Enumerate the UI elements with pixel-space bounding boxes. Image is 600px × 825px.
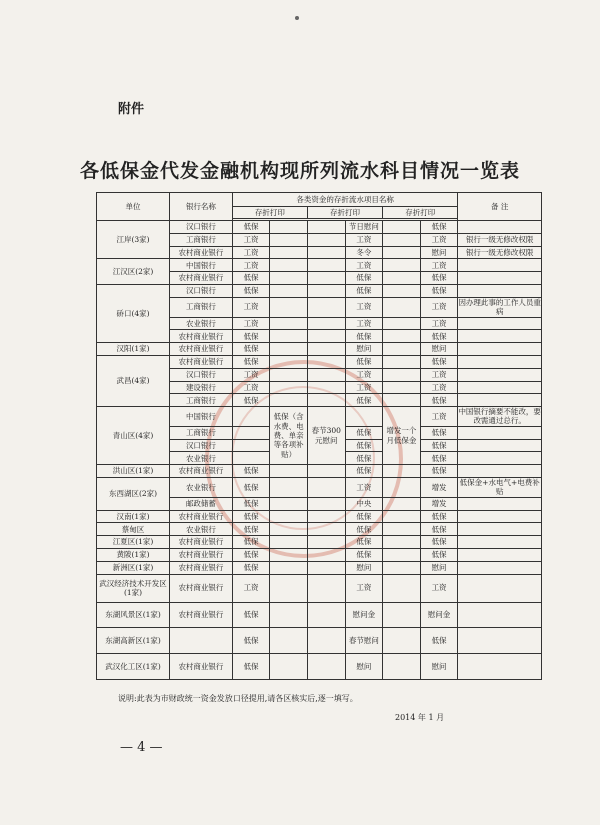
cell-print-2: 低保 — [345, 548, 383, 561]
cell-print-3: 慰问 — [420, 653, 458, 679]
cell-print-3: 低保 — [420, 548, 458, 561]
cell-print-1: 工资 — [232, 297, 270, 317]
table-body — [97, 193, 542, 680]
cell-print-1: 工资 — [232, 317, 270, 330]
cell-print-3: 低保 — [420, 355, 458, 368]
empty-cell — [383, 355, 421, 368]
table-row — [97, 343, 542, 356]
table-row — [97, 628, 542, 654]
cell-note: 低保金+水电气+电费补贴 — [459, 478, 540, 497]
empty-cell — [383, 233, 421, 246]
empty-cell — [270, 368, 308, 381]
cell-bank: 农村商业银行 — [170, 548, 233, 561]
empty-cell — [270, 478, 308, 498]
cell-print-1 — [232, 426, 270, 439]
empty-cell — [270, 497, 308, 510]
cell-merged-4: 春节300元慰问 — [307, 407, 345, 465]
footnote: 说明:此表为市财政统一资金发放口径提用,请各区核实后,逐一填写。 — [118, 694, 358, 703]
cell-bank: 工商银行 — [170, 426, 233, 439]
empty-cell — [383, 478, 421, 498]
cell-note: 银行一级无修改权限 — [458, 246, 542, 259]
empty-cell — [383, 246, 421, 259]
cell-unit: 江岸(3家) — [97, 221, 170, 259]
cell-print-3: 低保 — [420, 394, 458, 407]
empty-cell — [307, 536, 345, 549]
cell-print-2: 低保 — [345, 394, 383, 407]
header-remarks: 备 注 — [458, 193, 542, 221]
cell-merged-6: 增发一个月低保金 — [383, 407, 421, 465]
cell-bank: 农业银行 — [170, 452, 233, 465]
empty-cell — [383, 343, 421, 356]
cell-print-2: 节日慰问 — [345, 221, 383, 234]
cell-bank: 工商银行 — [170, 233, 233, 246]
cell-print-2: 冬令 — [345, 246, 383, 259]
empty-cell — [307, 272, 345, 285]
empty-cell — [307, 246, 345, 259]
cell-bank — [170, 628, 233, 654]
cell-merged-3: 低保（含水费、电费、单亲等各项补贴） — [270, 407, 308, 465]
cell-note — [458, 548, 542, 561]
summary-table — [96, 192, 542, 680]
empty-cell — [270, 523, 308, 536]
cell-note — [458, 368, 542, 381]
empty-cell — [307, 510, 345, 523]
empty-cell — [270, 284, 308, 297]
cell-bank: 汉口银行 — [170, 221, 233, 234]
cell-print-3: 慰问 — [420, 246, 458, 259]
empty-cell — [270, 548, 308, 561]
cell-print-3: 慰问 — [420, 561, 458, 574]
cell-print-2: 慰问 — [345, 561, 383, 574]
empty-cell — [307, 284, 345, 297]
table-row — [97, 465, 542, 478]
cell-print-2: 低保 — [345, 523, 383, 536]
cell-print-3: 工资 — [420, 574, 458, 602]
empty-cell — [307, 233, 345, 246]
cell-print-1 — [232, 407, 270, 427]
cell-print-3: 低保 — [420, 330, 458, 343]
empty-cell — [307, 317, 345, 330]
cell-unit: 江夏区(1家) — [97, 536, 170, 549]
cell-print-3: 增发 — [420, 497, 458, 510]
empty-cell — [270, 246, 308, 259]
table-row — [97, 548, 542, 561]
cell-note — [458, 536, 542, 549]
empty-cell — [270, 317, 308, 330]
cell-note — [458, 426, 542, 439]
cell-print-3: 工资 — [420, 317, 458, 330]
cell-print-2: 低保 — [345, 355, 383, 368]
cell-unit: 蔡甸区 — [97, 523, 170, 536]
document-date: 2014 年 1 月 — [395, 713, 445, 722]
empty-cell — [307, 368, 345, 381]
empty-cell — [270, 510, 308, 523]
empty-cell — [307, 394, 345, 407]
cell-print-1: 工资 — [232, 233, 270, 246]
cell-bank: 农村商业银行 — [170, 510, 233, 523]
cell-print-1: 低保 — [232, 284, 270, 297]
empty-cell — [270, 221, 308, 234]
cell-note — [458, 465, 542, 478]
empty-cell — [270, 355, 308, 368]
cell-unit: 东湖风景区(1家) — [97, 602, 170, 628]
table-row — [97, 653, 542, 679]
empty-cell — [307, 497, 345, 510]
cell-print-2: 工资 — [345, 259, 383, 272]
cell-bank: 农村商业银行 — [170, 602, 233, 628]
cell-print-2: 低保 — [345, 439, 383, 452]
cell-print-3: 低保 — [420, 536, 458, 549]
cell-note — [458, 628, 542, 654]
cell-print-3: 工资 — [420, 259, 458, 272]
cell-note — [458, 221, 542, 234]
table-row — [97, 536, 542, 549]
cell-print-1: 低保 — [232, 330, 270, 343]
empty-cell — [270, 297, 308, 317]
cell-note — [458, 272, 542, 285]
cell-print-3: 低保 — [420, 523, 458, 536]
cell-note: 因办理此事的工作人员重病 — [458, 297, 541, 317]
empty-cell — [307, 221, 345, 234]
cell-note — [458, 330, 542, 343]
empty-cell — [270, 628, 308, 654]
cell-bank: 汉口银行 — [170, 368, 233, 381]
empty-cell — [270, 574, 308, 602]
attachment-label: 附件 — [118, 102, 145, 117]
empty-cell — [307, 465, 345, 478]
cell-bank: 邮政储蓄 — [170, 497, 233, 510]
empty-cell — [270, 394, 308, 407]
cell-print-1: 工资 — [232, 259, 270, 272]
empty-cell — [383, 510, 421, 523]
cell-print-2: 低保 — [345, 284, 383, 297]
cell-print-1: 工资 — [232, 246, 270, 259]
empty-cell — [270, 259, 308, 272]
cell-unit: 硚口(4家) — [97, 284, 170, 342]
empty-cell — [307, 653, 345, 679]
cell-bank: 工商银行 — [170, 394, 233, 407]
cell-bank: 农村商业银行 — [170, 536, 233, 549]
empty-cell — [270, 343, 308, 356]
cell-print-2: 低保 — [345, 330, 383, 343]
cell-print-1: 低保 — [232, 465, 270, 478]
empty-cell — [383, 259, 421, 272]
cell-bank: 建设银行 — [170, 381, 233, 394]
empty-cell — [307, 297, 345, 317]
cell-note — [458, 381, 542, 394]
cell-bank: 农村商业银行 — [170, 574, 233, 602]
empty-cell — [383, 272, 421, 285]
header-bank: 银行名称 — [170, 193, 233, 221]
cell-print-2: 慰问 — [345, 343, 383, 356]
empty-cell — [307, 602, 345, 628]
cell-bank: 汉口银行 — [170, 439, 233, 452]
empty-cell — [307, 561, 345, 574]
cell-note — [458, 317, 542, 330]
cell-print-3: 工资 — [420, 233, 458, 246]
empty-cell — [383, 368, 421, 381]
table-row — [97, 561, 542, 574]
header-sub-2: 存折打印 — [307, 207, 382, 219]
empty-cell — [307, 343, 345, 356]
cell-note — [458, 561, 542, 574]
table-row — [97, 523, 542, 536]
cell-print-1: 低保 — [232, 548, 270, 561]
cell-bank: 汉口银行 — [170, 284, 233, 297]
cell-print-2: 低保 — [345, 510, 383, 523]
empty-cell — [307, 574, 345, 602]
empty-cell — [270, 653, 308, 679]
cell-unit: 武汉化工区(1家) — [97, 653, 170, 679]
cell-bank: 中国银行 — [170, 259, 233, 272]
cell-note — [458, 355, 542, 368]
cell-unit: 青山区(4家) — [97, 407, 170, 465]
empty-cell — [307, 330, 345, 343]
cell-note: 银行一级无修改权限 — [458, 233, 542, 246]
cell-print-3: 工资 — [420, 407, 458, 427]
empty-cell — [383, 297, 421, 317]
cell-print-1: 低保 — [232, 497, 270, 510]
empty-cell — [383, 561, 421, 574]
cell-print-3: 低保 — [420, 221, 458, 234]
cell-print-2: 中央 — [345, 497, 383, 510]
cell-print-1: 低保 — [232, 510, 270, 523]
empty-cell — [383, 221, 421, 234]
empty-cell — [383, 394, 421, 407]
cell-print-3: 低保 — [420, 452, 458, 465]
table-row — [97, 284, 542, 297]
cell-print-2: 低保 — [345, 426, 383, 439]
cell-bank: 农业银行 — [170, 478, 233, 498]
empty-cell — [383, 330, 421, 343]
cell-print-3: 低保 — [420, 628, 458, 654]
table-row — [97, 355, 542, 368]
empty-cell — [270, 272, 308, 285]
header-group: 各类资金的存折流水项目名称 — [232, 193, 458, 207]
cell-print-2: 慰问 — [345, 653, 383, 679]
header-unit: 单位 — [97, 193, 170, 221]
cell-print-2: 工资 — [345, 574, 383, 602]
table-row — [97, 602, 542, 628]
cell-note — [458, 602, 542, 628]
cell-print-1: 低保 — [232, 523, 270, 536]
empty-cell — [383, 536, 421, 549]
cell-print-1: 低保 — [232, 343, 270, 356]
cell-print-3: 低保 — [420, 510, 458, 523]
empty-cell — [307, 523, 345, 536]
top-mark — [295, 16, 299, 20]
table-row — [97, 221, 542, 234]
cell-print-2: 春节慰问 — [345, 628, 383, 654]
cell-print-2: 工资 — [345, 478, 383, 498]
empty-cell — [383, 284, 421, 297]
cell-bank: 农村商业银行 — [170, 246, 233, 259]
cell-print-2: 工资 — [345, 233, 383, 246]
cell-print-1: 工资 — [232, 574, 270, 602]
empty-cell — [383, 465, 421, 478]
empty-cell — [307, 381, 345, 394]
empty-cell — [270, 381, 308, 394]
cell-note — [458, 452, 542, 465]
cell-print-3: 低保 — [420, 439, 458, 452]
page-number: — 4 — — [120, 740, 163, 755]
cell-print-3: 慰问 — [420, 343, 458, 356]
cell-print-1: 低保 — [232, 602, 270, 628]
cell-print-2: 慰问金 — [345, 602, 383, 628]
cell-unit: 武昌(4家) — [97, 355, 170, 406]
empty-cell — [270, 536, 308, 549]
cell-bank: 农村商业银行 — [170, 653, 233, 679]
cell-bank: 农业银行 — [170, 523, 233, 536]
cell-print-1: 工资 — [232, 381, 270, 394]
cell-print-2: 低保 — [345, 272, 383, 285]
empty-cell — [383, 653, 421, 679]
cell-bank: 农村商业银行 — [170, 561, 233, 574]
cell-print-3: 工资 — [420, 368, 458, 381]
empty-cell — [307, 355, 345, 368]
cell-print-3: 工资 — [420, 381, 458, 394]
cell-unit: 江汉区(2家) — [97, 259, 170, 285]
cell-note — [458, 510, 542, 523]
cell-bank: 农村商业银行 — [170, 330, 233, 343]
header-sub-1: 存折打印 — [232, 207, 307, 219]
cell-print-2: 工资 — [345, 381, 383, 394]
document-title: 各低保金代发金融机构现所列流水科目情况一览表 — [79, 160, 520, 182]
cell-bank: 农业银行 — [170, 317, 233, 330]
cell-bank: 中国银行 — [170, 407, 233, 427]
cell-print-1: 低保 — [232, 394, 270, 407]
cell-print-1 — [232, 439, 270, 452]
cell-print-2: 工资 — [345, 368, 383, 381]
cell-print-1: 低保 — [232, 536, 270, 549]
cell-note — [458, 497, 542, 510]
cell-print-2: 低保 — [345, 536, 383, 549]
cell-print-3: 低保 — [420, 272, 458, 285]
empty-cell — [270, 465, 308, 478]
empty-cell — [383, 523, 421, 536]
cell-note — [458, 439, 542, 452]
cell-unit: 新洲区(1家) — [97, 561, 170, 574]
cell-print-3: 低保 — [420, 465, 458, 478]
cell-print-2: 低保 — [345, 465, 383, 478]
cell-note — [458, 394, 542, 407]
cell-note — [458, 284, 542, 297]
cell-bank: 农村商业银行 — [170, 343, 233, 356]
cell-print-1: 低保 — [232, 653, 270, 679]
cell-note — [458, 343, 542, 356]
cell-print-2 — [345, 407, 383, 427]
table-row — [97, 574, 542, 602]
header-sub-3: 存折打印 — [383, 207, 458, 219]
cell-print-1: 工资 — [232, 368, 270, 381]
cell-print-3: 低保 — [420, 284, 458, 297]
cell-note — [458, 259, 542, 272]
cell-print-3: 增发 — [420, 478, 458, 498]
empty-cell — [270, 330, 308, 343]
table-row — [97, 510, 542, 523]
cell-print-1 — [232, 452, 270, 465]
cell-print-1: 低保 — [232, 221, 270, 234]
cell-note — [458, 523, 542, 536]
cell-bank: 农村商业银行 — [170, 355, 233, 368]
cell-note — [458, 653, 542, 679]
cell-bank: 农村商业银行 — [170, 272, 233, 285]
empty-cell — [383, 317, 421, 330]
cell-print-3: 低保 — [420, 426, 458, 439]
cell-unit: 黄陂(1家) — [97, 548, 170, 561]
cell-print-3: 工资 — [420, 297, 458, 317]
cell-print-1: 低保 — [232, 628, 270, 654]
cell-unit: 东西湖区(2家) — [97, 478, 170, 511]
cell-print-1: 低保 — [232, 272, 270, 285]
cell-unit: 东湖高新区(1家) — [97, 628, 170, 654]
empty-cell — [307, 259, 345, 272]
cell-note — [458, 574, 542, 602]
cell-print-2: 工资 — [345, 297, 383, 317]
cell-note: 中国银行摘要不能改，要改需通过总行。 — [458, 407, 541, 426]
empty-cell — [270, 561, 308, 574]
cell-print-2: 低保 — [345, 452, 383, 465]
cell-unit: 汉南(1家) — [97, 510, 170, 523]
empty-cell — [383, 381, 421, 394]
table-row — [97, 478, 542, 498]
cell-print-3: 慰问金 — [420, 602, 458, 628]
table-row — [97, 407, 542, 427]
cell-bank: 工商银行 — [170, 297, 233, 317]
empty-cell — [270, 602, 308, 628]
cell-print-1: 低保 — [232, 478, 270, 498]
empty-cell — [383, 548, 421, 561]
empty-cell — [307, 548, 345, 561]
cell-unit: 汉阳(1家) — [97, 343, 170, 356]
empty-cell — [383, 628, 421, 654]
empty-cell — [383, 602, 421, 628]
cell-unit: 武汉经济技术开发区(1家) — [97, 574, 170, 602]
empty-cell — [270, 233, 308, 246]
empty-cell — [383, 497, 421, 510]
empty-cell — [307, 478, 345, 498]
table-row — [97, 259, 542, 272]
empty-cell — [307, 628, 345, 654]
empty-cell — [383, 574, 421, 602]
cell-print-2: 工资 — [345, 317, 383, 330]
cell-bank: 农村商业银行 — [170, 465, 233, 478]
cell-print-1: 低保 — [232, 561, 270, 574]
cell-print-1: 低保 — [232, 355, 270, 368]
cell-unit: 洪山区(1家) — [97, 465, 170, 478]
